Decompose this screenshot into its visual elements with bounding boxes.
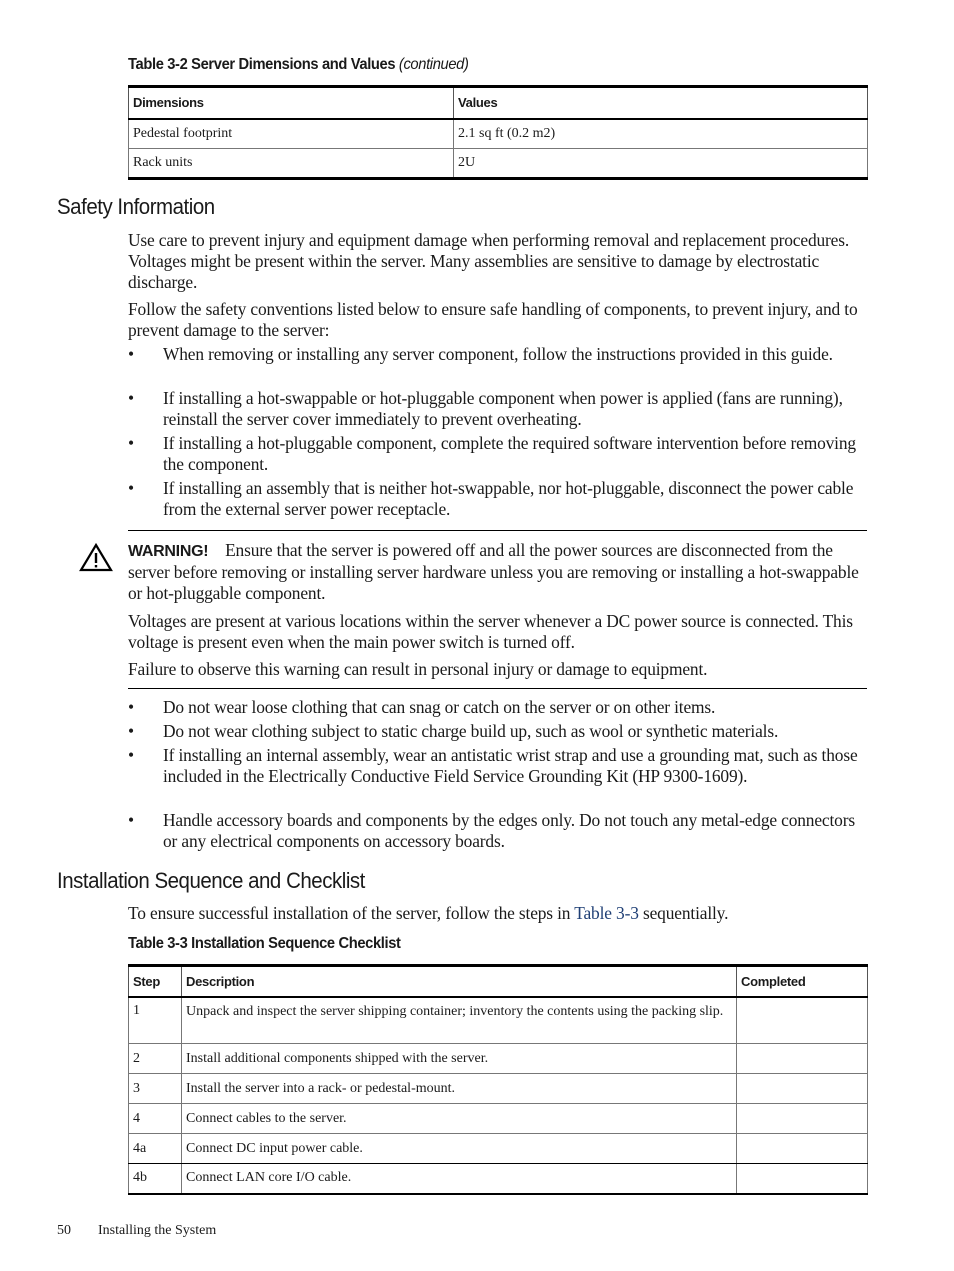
intro-text: To ensure successful installation of the server, follow the steps in [128, 903, 575, 923]
step-cell: 1 [129, 997, 182, 1044]
table-header-row [129, 87, 868, 119]
warning-text-1 [128, 540, 868, 604]
step-cell: 4a [129, 1134, 182, 1164]
table-row [129, 997, 868, 1044]
chapter-title: Installing the System [98, 1223, 217, 1238]
bullet-icon: • [128, 478, 135, 498]
list-item [128, 478, 868, 520]
step-cell: 2 [129, 1044, 182, 1074]
safety-paragraph-1: Use care to prevent injury and equipment damage when performing removal and replacement procedures. Voltages might be present within the server. Many assemblies are sensitive to damage by electrostatic discharge. [128, 230, 850, 292]
completed-cell[interactable] [737, 1164, 868, 1194]
description-cell: Connect DC input power cable. [182, 1134, 737, 1164]
warning-text-3: Failure to observe this warning can result in personal injury or damage to equipment. [128, 659, 708, 679]
list-item-text: When removing or installing any server component, follow the instructions provided in this guide. [163, 344, 833, 364]
intro-text: sequentially. [638, 903, 729, 923]
list-item-text: Do not wear loose clothing that can snag or catch on the server or on other items. [163, 697, 716, 717]
safety-paragraph-2: Follow the safety conventions listed below to ensure safe handling of components, to prevent injury, and to prevent damage to the server: [128, 299, 858, 340]
section-heading-safety: Safety Information [57, 194, 215, 219]
page-footer [57, 1223, 216, 1239]
table-row [129, 1134, 868, 1164]
description-cell: Install the server into a rack- or pedestal-mount. [182, 1074, 737, 1104]
table-cell: Pedestal footprint [129, 119, 454, 149]
bullet-icon: • [128, 344, 135, 364]
warning-text-2: Voltages are present at various locations within the server whenever a DC power source is connected. This voltage is present even when the main power switch is turned off. [128, 611, 853, 652]
description-cell: Install additional components shipped with the server. [182, 1044, 737, 1074]
table-3-3-link[interactable]: Table 3-3 [574, 903, 639, 923]
table-3-2-caption [128, 56, 469, 74]
list-item-text: If installing a hot-pluggable component, complete the required software intervention before removing the component. [163, 433, 856, 474]
installation-intro [128, 903, 868, 924]
list-item [128, 721, 868, 743]
table-caption-text: Table 3-2 Server Dimensions and Values [128, 56, 396, 73]
bullet-icon: • [128, 433, 135, 453]
list-item [128, 388, 868, 430]
server-dimensions-table [128, 85, 868, 180]
warning-bottom-rule [128, 688, 867, 689]
description-cell: Connect cables to the server. [182, 1104, 737, 1134]
table-row [129, 1074, 868, 1104]
column-header: Values [454, 87, 868, 119]
completed-cell[interactable] [737, 1134, 868, 1164]
completed-cell[interactable] [737, 997, 868, 1044]
page-number: 50 [57, 1223, 71, 1238]
warning-body: Ensure that the server is powered off and all the power sources are disconnected from the server before removing or installing server hardware unless you are removing or installing a hot-swappable or hot-pluggable component. [128, 540, 859, 603]
warning-top-rule [128, 530, 867, 531]
column-header: Step [129, 966, 182, 997]
bullet-icon: • [128, 745, 135, 765]
list-item-text: Do not wear clothing subject to static charge build up, such as wool or synthetic materials. [163, 721, 779, 741]
warning-label: WARNING! [128, 543, 209, 560]
list-item-text: If installing a hot-swappable or hot-pluggable component when power is applied (fans are running), reinstall the server cover immediately to prevent overheating. [163, 388, 843, 429]
table-row [129, 1104, 868, 1134]
completed-cell[interactable] [737, 1104, 868, 1134]
description-cell: Connect LAN core I/O cable. [182, 1164, 737, 1194]
column-header: Completed [737, 966, 868, 997]
table-cell: 2U [454, 149, 868, 179]
bullet-icon: • [128, 721, 135, 741]
list-item-text: If installing an internal assembly, wear an antistatic wrist strap and use a grounding mat, such as those included in the Electrically Conductive Field Service Grounding Kit (HP 9300-1609). [163, 745, 858, 786]
table-3-3-caption: Table 3-3 Installation Sequence Checklist [128, 935, 401, 952]
table-header-row [129, 966, 868, 997]
table-cell: 2.1 sq ft (0.2 m2) [454, 119, 868, 149]
bullet-icon: • [128, 388, 135, 408]
bullet-icon: • [128, 697, 135, 717]
completed-cell[interactable] [737, 1074, 868, 1104]
list-item [128, 344, 868, 386]
step-cell: 4 [129, 1104, 182, 1134]
installation-checklist-table [128, 964, 868, 1195]
list-item [128, 697, 868, 719]
list-item [128, 745, 868, 808]
column-header: Dimensions [129, 87, 454, 119]
description-cell: Unpack and inspect the server shipping container; inventory the contents using the packing slip. [182, 997, 737, 1044]
step-cell: 3 [129, 1074, 182, 1104]
list-item-text: Handle accessory boards and components by the edges only. Do not touch any metal-edge connectors or any electrical components on accessory boards. [163, 810, 855, 851]
warning-triangle-icon [79, 542, 113, 572]
list-item-text: If installing an assembly that is neither hot-swappable, nor hot-pluggable, disconnect the power cable from the external server power receptacle. [163, 478, 854, 519]
table-row [129, 149, 868, 179]
step-cell: 4b [129, 1164, 182, 1194]
bullet-icon: • [128, 810, 135, 830]
list-item [128, 810, 868, 852]
table-row [129, 1164, 868, 1194]
completed-cell[interactable] [737, 1044, 868, 1074]
table-cell: Rack units [129, 149, 454, 179]
column-header: Description [182, 966, 737, 997]
table-row [129, 1044, 868, 1074]
section-heading-installation: Installation Sequence and Checklist [57, 868, 365, 893]
table-row [129, 119, 868, 149]
list-item [128, 433, 868, 475]
table-caption-continued: (continued) [398, 56, 469, 73]
